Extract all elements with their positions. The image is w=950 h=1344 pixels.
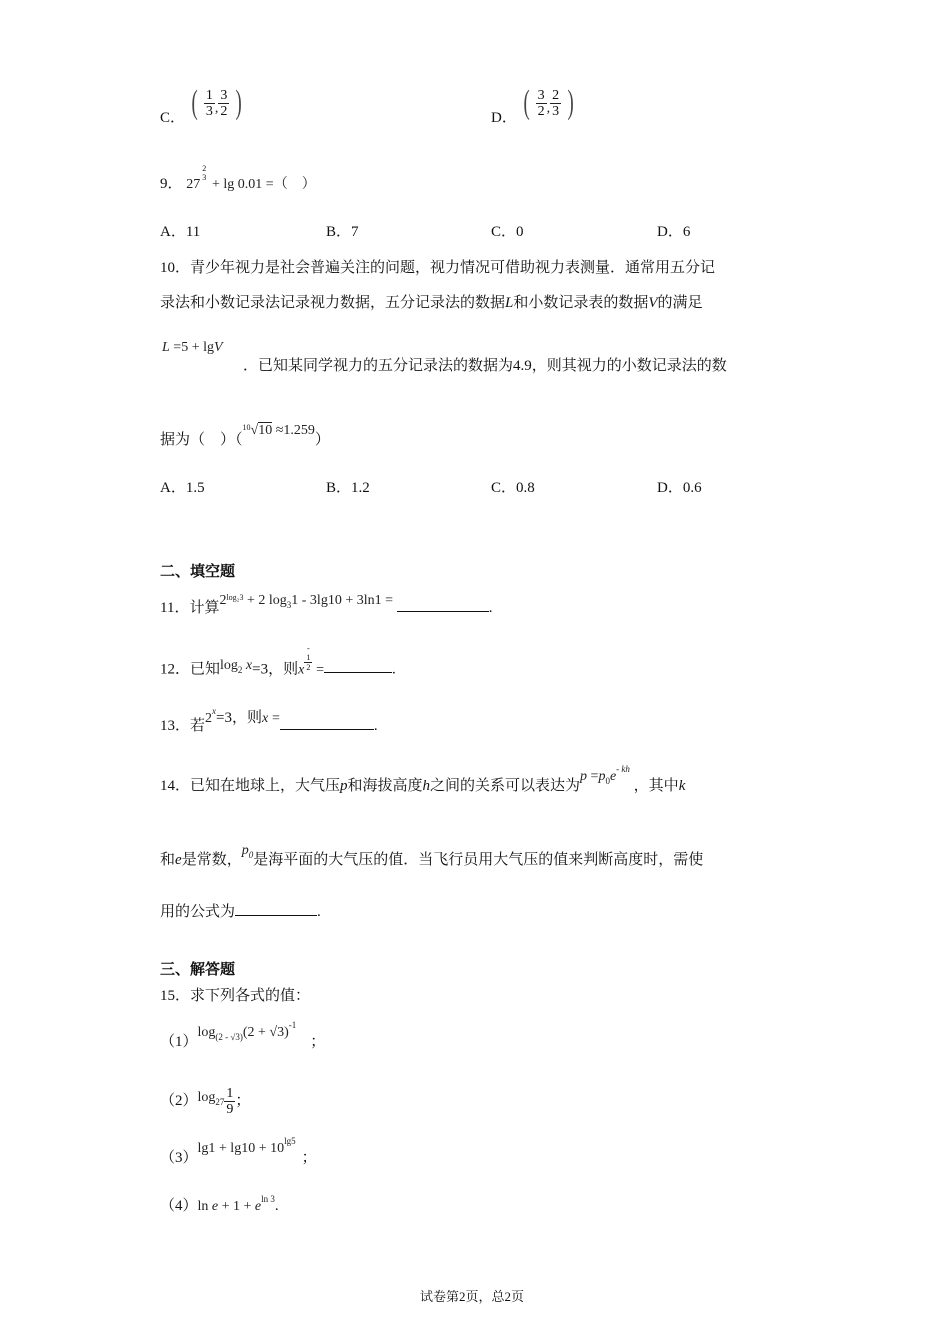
question-number: 9． (160, 176, 183, 192)
fraction: $\frac{3}{2}$ (220, 87, 228, 119)
option-a: A．1.5 (160, 480, 205, 496)
q14-line-2: 和e是常数，$p_0$是海平面的大气压的值．当飞行员用大气压的值来判断高度时，需使 (160, 843, 704, 868)
question-11: 11．计算$2^{log_23} + 2$ $\log_31 - 3\lg 10 + 3\ln 1$ = . (160, 593, 493, 616)
q15-title: 15．求下列各式的值： (160, 988, 311, 1004)
q8-option-d (491, 84, 576, 127)
base: 27 (186, 177, 201, 192)
q15-part-4: （4）ln $e + 1 + e^{ln 3}$. (160, 1194, 279, 1214)
q8-option-c (160, 84, 244, 127)
pressure-formula: $p =p_0e^{- kh}$ (580, 764, 630, 786)
q10-options (160, 476, 860, 498)
option-label: C． (160, 110, 186, 127)
option-c: C．0 (491, 224, 524, 240)
section-title-fill-in: 二、填空题 (160, 564, 236, 580)
section-title-solve: 三、解答题 (160, 962, 236, 978)
comma: , (546, 101, 551, 117)
sea-level-pressure: $p_0$ (241, 843, 254, 860)
option-c: C．0.8 (491, 480, 535, 496)
option-a: A．11 (160, 224, 201, 240)
answer-blank[interactable] (397, 597, 489, 612)
q9-options (160, 220, 860, 242)
question-13: 13．若$2^x=3$，则x = . (160, 706, 378, 734)
fraction: $\frac{1}{3}$ (205, 87, 213, 119)
expression-rest: + lg 0.01 =（ ） (212, 177, 316, 192)
answer-blank[interactable] (235, 901, 317, 916)
formula: $\log_{(2 - √3)}(2 + √3)^{-1}$ (197, 1020, 297, 1042)
option-d: D．0.6 (657, 480, 702, 496)
formula: $2^{log_23} + 2$ $\log_31 - 3\lg 10 + 3\ln 1$ = (219, 593, 393, 610)
formula: $\log_{27}$ (197, 1089, 225, 1107)
question-9 (160, 163, 316, 194)
q10-formula: L =5 + lgV (162, 340, 223, 355)
q10-line-3: ．已知某同学视力的五分记录法的数据为4.9，则其视力的小数记录法的数 (243, 358, 727, 374)
q14-line-1: 14．已知在地球上，大气压p和海拔高度h之间的关系可以表达为$p =p_0e^{- kh}$ ，其中k (160, 764, 686, 794)
right-paren: ) (235, 84, 242, 121)
left-paren: ( (523, 84, 530, 121)
fraction: $\frac{2}{3}$ (552, 87, 560, 119)
formula: $\ln e + 1 + e^{ln 3}$ (197, 1194, 275, 1214)
left-paren: ( (191, 84, 198, 121)
q10-line-2: 录法和小数记录法记录视力数据，五分记录法的数据L和小数记录表的数据V的满足 (160, 295, 703, 311)
option-b: B．7 (326, 224, 359, 240)
answer-blank[interactable] (324, 658, 392, 673)
formula: $\lg 1 + \lg 10 + 10^{lg5}$ (197, 1136, 296, 1156)
nth-root: $^{10}$√10 ≈1.259 (242, 423, 315, 438)
formula-log: $\log_2 x$ (220, 658, 253, 676)
exponent-fraction: - 1 2 (306, 644, 311, 672)
q10-line-4: 据为（ ）（$^{10}$√10 ≈1.259） (160, 423, 330, 448)
q14-line-3: 用的公式为 . (160, 900, 321, 921)
q15-part-3: $(3)\lg 1 + \lg 10 + 10^{lg5}$； (160, 1136, 317, 1166)
page-footer: 试卷第2页，总2页 (420, 1289, 525, 1304)
fraction: $\frac{1}{9}$ (226, 1086, 234, 1117)
comma: , (214, 101, 219, 117)
formula-power: 2$^x$ (205, 706, 217, 726)
q15-part-1: $(1)\log_{(2 - √3)}(2 + √3)^{-1}$； (160, 1020, 326, 1050)
q15-part-2: $(2)\log_{27}$ $\frac{1}{9}$ ； (160, 1086, 251, 1117)
exponent-fraction: 2 3 (202, 163, 207, 182)
right-paren: ) (567, 84, 574, 121)
question-12: 12．已知$\log_2 x=3$，则x- 1 2 = . (160, 644, 396, 678)
q10-line-1: 10．青少年视力是社会普遍关注的问题，视力情况可借助视力表测量．通常用五分记 (160, 260, 716, 276)
option-label: D． (491, 110, 517, 127)
fraction: $\frac{3}{2}$ (537, 87, 545, 119)
option-b: B．1.2 (326, 480, 370, 496)
option-d: D．6 (657, 224, 691, 240)
answer-blank[interactable] (280, 715, 374, 730)
